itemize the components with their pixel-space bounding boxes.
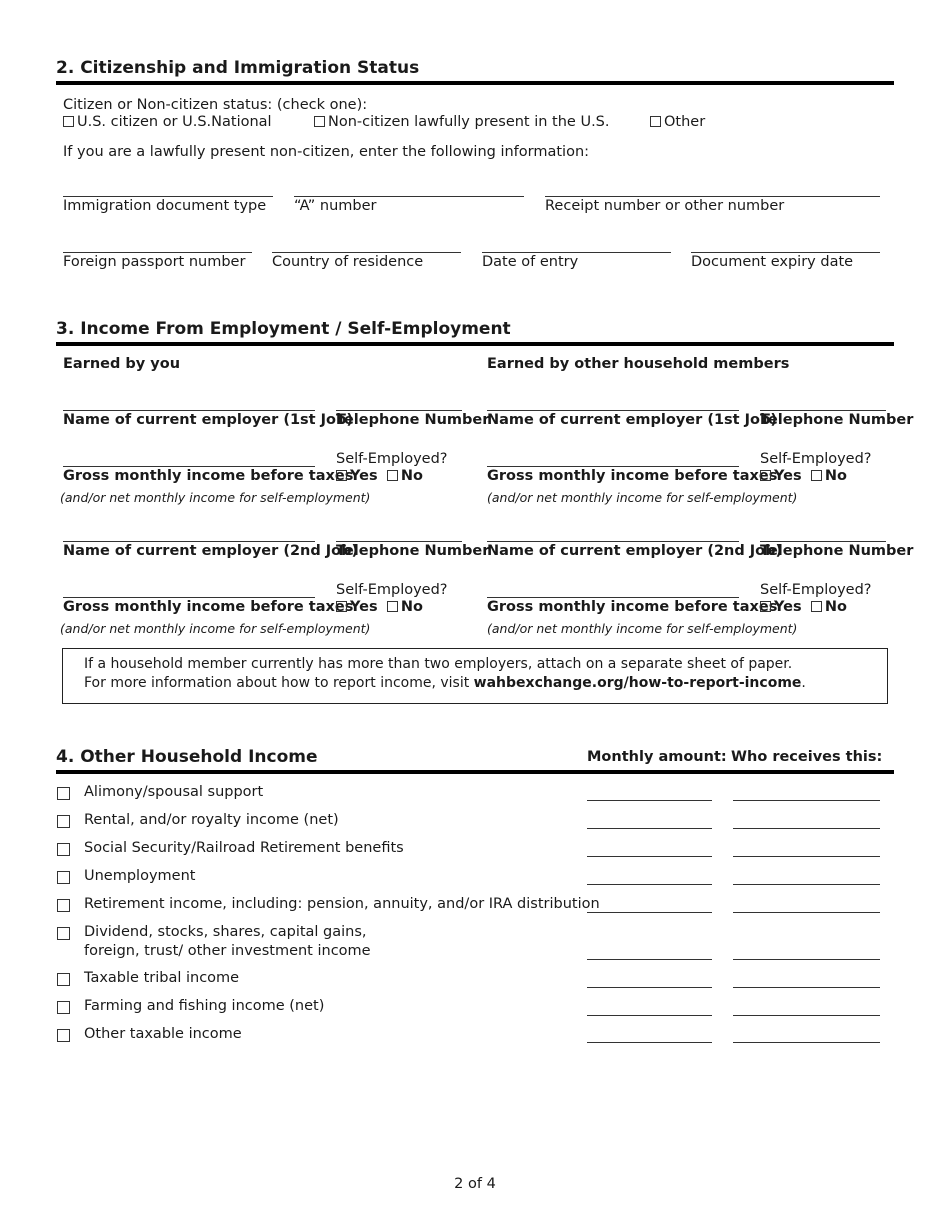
immigration-doc-type-field[interactable]	[63, 196, 273, 197]
dividend-label-line-1: Dividend, stocks, shares, capital gains,	[84, 924, 367, 940]
tribal-who-field[interactable]	[733, 987, 880, 988]
a-number-label: “A” number	[294, 198, 377, 214]
a-number-field[interactable]	[294, 196, 524, 197]
other-employer-1-label: Name of current employer (1st Job)	[487, 412, 778, 428]
passport-number-label: Foreign passport number	[63, 254, 246, 270]
you-net-note-2: (and/or net monthly income for self-employment)	[60, 621, 371, 636]
section-4-rule	[56, 770, 894, 774]
other-phone-2-field[interactable]	[760, 541, 886, 542]
other-taxable-who-field[interactable]	[733, 1042, 880, 1043]
checkbox-icon[interactable]	[650, 116, 661, 127]
you-self-employed-2-options: Yes No	[336, 599, 423, 615]
other-net-note-2: (and/or net monthly income for self-employment)	[487, 621, 798, 636]
unemployment-checkbox[interactable]	[57, 871, 70, 884]
date-entry-field[interactable]	[482, 252, 671, 253]
social-security-amount-field[interactable]	[587, 856, 712, 857]
monthly-amount-heading: Monthly amount:	[587, 749, 727, 765]
social-security-who-field[interactable]	[733, 856, 880, 857]
yes-checkbox[interactable]	[336, 470, 347, 481]
retirement-checkbox[interactable]	[57, 899, 70, 912]
section-3-rule	[56, 342, 894, 346]
alimony-who-field[interactable]	[733, 800, 880, 801]
you-income-1-field[interactable]	[63, 466, 315, 467]
farming-label: Farming and fishing income (net)	[84, 998, 325, 1014]
no-checkbox[interactable]	[387, 470, 398, 481]
no-checkbox[interactable]	[811, 470, 822, 481]
you-employer-2-field[interactable]	[63, 541, 315, 542]
you-self-employed-1-options: Yes No	[336, 468, 423, 484]
option-us-citizen[interactable]: U.S. citizen or U.S.National	[63, 114, 272, 130]
farming-checkbox[interactable]	[57, 1001, 70, 1014]
other-self-employed-2-options: Yes No	[760, 599, 847, 615]
doc-expiry-field[interactable]	[691, 252, 880, 253]
rental-label: Rental, and/or royalty income (net)	[84, 812, 339, 828]
immigration-doc-type-label: Immigration document type	[63, 198, 267, 214]
rental-who-field[interactable]	[733, 828, 880, 829]
country-residence-field[interactable]	[272, 252, 461, 253]
farming-amount-field[interactable]	[587, 1015, 712, 1016]
rental-checkbox[interactable]	[57, 815, 70, 828]
other-net-note-1: (and/or net monthly income for self-employment)	[487, 490, 798, 505]
other-self-employed-2-label: Self-Employed?	[760, 582, 872, 598]
you-phone-1-field[interactable]	[336, 410, 462, 411]
who-receives-heading: Who receives this:	[731, 749, 883, 765]
yes-checkbox[interactable]	[336, 601, 347, 612]
alimony-label: Alimony/spousal support	[84, 784, 264, 800]
tribal-amount-field[interactable]	[587, 987, 712, 988]
you-employer-1-field[interactable]	[63, 410, 315, 411]
country-residence-label: Country of residence	[272, 254, 424, 270]
dividend-amount-field[interactable]	[587, 959, 712, 960]
no-checkbox[interactable]	[811, 601, 822, 612]
yes-checkbox[interactable]	[760, 470, 771, 481]
social-security-label: Social Security/Railroad Retirement benefits	[84, 840, 404, 856]
checkbox-icon[interactable]	[314, 116, 325, 127]
receipt-number-label: Receipt number or other number	[545, 198, 785, 214]
other-taxable-checkbox[interactable]	[57, 1029, 70, 1042]
non-citizen-instruction: If you are a lawfully present non-citizen, enter the following information:	[63, 144, 590, 160]
alimony-checkbox[interactable]	[57, 787, 70, 800]
section-2-rule	[56, 81, 894, 85]
other-employer-2-label: Name of current employer (2nd Job)	[487, 543, 783, 559]
checkbox-icon[interactable]	[63, 116, 74, 127]
status-prompt: Citizen or Non-citizen status: (check one):	[63, 97, 368, 113]
earned-by-others-heading: Earned by other household members	[487, 356, 790, 372]
receipt-number-field[interactable]	[545, 196, 880, 197]
other-phone-1-label: Telephone Number	[760, 412, 914, 428]
other-income-2-label: Gross monthly income before taxes	[487, 599, 778, 615]
date-entry-label: Date of entry	[482, 254, 579, 270]
other-phone-2-label: Telephone Number	[760, 543, 914, 559]
income-guide-link[interactable]: wahbexchange.org/how-to-report-income	[473, 675, 802, 691]
you-income-2-label: Gross monthly income before taxes	[63, 599, 354, 615]
other-income-2-field[interactable]	[487, 597, 739, 598]
other-self-employed-1-options: Yes No	[760, 468, 847, 484]
income-note-line-2: For more information about how to report income, visit wahbexchange.org/how-to-report-income.	[84, 675, 806, 691]
you-phone-1-label: Telephone Number	[336, 412, 490, 428]
dividend-label-line-2: foreign, trust/ other investment income	[84, 943, 371, 959]
option-non-citizen[interactable]: Non-citizen lawfully present in the U.S.	[314, 114, 610, 130]
page-number: 2 of 4	[454, 1176, 496, 1192]
unemployment-label: Unemployment	[84, 868, 196, 884]
you-employer-1-label: Name of current employer (1st Job)	[63, 412, 354, 428]
other-employer-2-field[interactable]	[487, 541, 739, 542]
you-self-employed-1-label: Self-Employed?	[336, 451, 448, 467]
you-phone-2-field[interactable]	[336, 541, 462, 542]
you-income-1-label: Gross monthly income before taxes	[63, 468, 354, 484]
farming-who-field[interactable]	[733, 1015, 880, 1016]
other-taxable-amount-field[interactable]	[587, 1042, 712, 1043]
you-phone-2-label: Telephone Number	[336, 543, 490, 559]
other-taxable-label: Other taxable income	[84, 1026, 242, 1042]
earned-by-you-heading: Earned by you	[63, 356, 181, 372]
rental-amount-field[interactable]	[587, 828, 712, 829]
retirement-who-field[interactable]	[733, 912, 880, 913]
social-security-checkbox[interactable]	[57, 843, 70, 856]
you-employer-2-label: Name of current employer (2nd Job)	[63, 543, 359, 559]
other-income-1-label: Gross monthly income before taxes	[487, 468, 778, 484]
passport-number-field[interactable]	[63, 252, 252, 253]
income-note-line-1: If a household member currently has more than two employers, attach on a separate sheet of paper.	[84, 656, 793, 672]
you-self-employed-2-label: Self-Employed?	[336, 582, 448, 598]
no-checkbox[interactable]	[387, 601, 398, 612]
section-3-title: 3. Income From Employment / Self-Employment	[56, 319, 511, 339]
yes-checkbox[interactable]	[760, 601, 771, 612]
you-income-2-field[interactable]	[63, 597, 315, 598]
alimony-amount-field[interactable]	[587, 800, 712, 801]
other-income-1-field[interactable]	[487, 466, 739, 467]
option-other[interactable]: Other	[650, 114, 705, 130]
tribal-label: Taxable tribal income	[84, 970, 240, 986]
unemployment-amount-field[interactable]	[587, 884, 712, 885]
retirement-amount-field[interactable]	[587, 912, 712, 913]
doc-expiry-label: Document expiry date	[691, 254, 854, 270]
section-2-title: 2. Citizenship and Immigration Status	[56, 58, 420, 78]
retirement-label: Retirement income, including: pension, annuity, and/or IRA distribution	[84, 896, 600, 912]
other-self-employed-1-label: Self-Employed?	[760, 451, 872, 467]
dividend-checkbox[interactable]	[57, 927, 70, 940]
other-employer-1-field[interactable]	[487, 410, 739, 411]
you-net-note-1: (and/or net monthly income for self-employment)	[60, 490, 371, 505]
dividend-who-field[interactable]	[733, 959, 880, 960]
tribal-checkbox[interactable]	[57, 973, 70, 986]
other-phone-1-field[interactable]	[760, 410, 886, 411]
section-4-title: 4. Other Household Income	[56, 747, 318, 767]
unemployment-who-field[interactable]	[733, 884, 880, 885]
